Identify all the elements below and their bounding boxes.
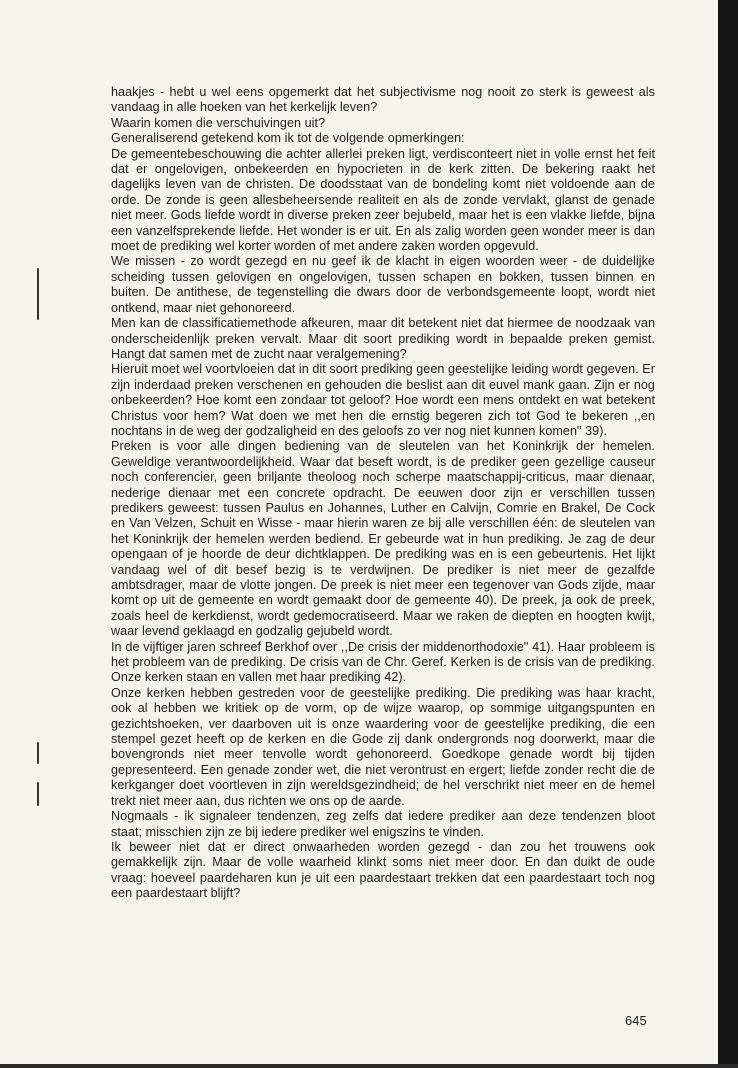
paragraph: Hieruit moet wel voortvloeien dat in dit soort prediking geen geestelijke leiding wordt gegeven. Er zijn inderdaad preken verschenen en gehouden die beslist aan dit euvel mank gaan. Zijn er nog onbekeerden? Hoe komt een zondaar tot geloof? Hoe wordt een mens ontdekt en wat betekent Christus voor hem? Wat doen we met hen die ernstig begeren zich tot God te bekeren ,,en nochtans in de weg der godzaligheid en des geloofs zo ver nog niet kunnen komen" 39). bbox=[111, 362, 655, 438]
paragraph: Waarin komen die verschuivingen uit? bbox=[111, 115, 326, 130]
scan-edge-bottom bbox=[0, 1064, 738, 1068]
paragraph: Men kan de classificatiemethode afkeuren, maar dit betekent niet dat hiermee de noodzaak van onderscheidenlijk preken vervalt. Maar dit soort prediking wordt in bepaalde preken gemist. Hangt dat samen met de zucht naar veralgemening? bbox=[111, 316, 655, 361]
margin-mark bbox=[37, 268, 39, 320]
paragraph: Nogmaals - ik signaleer tendenzen, zeg zelfs dat iedere prediker aan deze tendenzen bloot staat; misschien zijn ze bij iedere prediker wel enigszins te vinden. bbox=[111, 809, 655, 839]
paragraph: Ik beweer niet dat er direct onwaarheden worden gezegd - dan zou het trouwens ook gemakkelijk zijn. Maar de volle waarheid klinkt soms niet meer door. En dan duikt de oude vraag: hoeveel paardeharen kun je uit een paardestaart trekken dat een paardestaart toch nog een paardestaart blijft? bbox=[111, 839, 655, 901]
margin-mark bbox=[37, 742, 39, 764]
margin-mark bbox=[37, 782, 39, 806]
paragraph: Onze kerken hebben gestreden voor de geestelijke prediking. Die prediking was haar kracht, ook al hebben we kritiek op de vorm, op de wijze waarop, op sommige uitgangspunten en gezichtshoeken, ver daarboven uit is onze waardering voor de geestelijke prediking, die een stempel gezet heeft op de kerken en die Gode zij dank ondergronds nog doorwerkt, maar die bovengronds niet meer tenvolle wordt gehonoreerd. Goedkope genade wordt bij tijden gepresenteerd. Een genade zonder wet, die niet verontrust en ergert; liefde zonder recht die de kerkganger doet voortleven in zijn wereldsgezindheid; de hel verschrikt niet meer en de hemel trekt niet meer aan, dus richten we ons op de aarde. bbox=[111, 685, 655, 808]
paragraph: De gemeentebeschouwing die achter allerlei preken ligt, verdisconteert niet in volle ernst het feit dat er ongelovigen, onbekeerden en hypocrieten in de kerk zitten. De bekering raakt het dagelijks leven van de christen. De doodsstaat van de bondeling komt niet voldoende aan de orde. De zonde is geen allesbeheersende realiteit en als de zonde vervlakt, glanst de genade niet meer. Gods liefde wordt in diverse preken zeer bejubeld, maar het is een vlakke liefde, bijna een vanzelfsprekende liefde. Het wonder is er uit. En als zalig worden geen wonder meer is dan moet de prediking wel korter worden of met andere zaken worden opgevuld. bbox=[111, 146, 655, 254]
paragraph: Generaliserend getekend kom ik tot de volgende opmerkingen: bbox=[111, 131, 465, 146]
paragraph: In de vijftiger jaren schreef Berkhof over ,,De crisis der middenorthodoxie" 41). Haar probleem is het probleem van de prediking. De crisis van de Chr. Geref. Kerken is de crisis van de prediking. Onze kerken staan en vallen met haar prediking 42). bbox=[111, 639, 655, 685]
scan-edge-right bbox=[718, 0, 738, 1068]
paragraph: We missen - zo wordt gezegd en nu geef ik de klacht in eigen woorden weer - de duidelijke scheiding tussen gelovigen en ongelovigen, tussen schapen en bokken, tussen binnen en buiten. De antithese, de tegenstelling die dwars door de verbondsgemeente loopt, wordt niet ontkend, maar niet gehonoreerd. bbox=[111, 254, 655, 315]
page-number: 645 bbox=[625, 1013, 647, 1028]
paragraph: haakjes - hebt u wel eens opgemerkt dat het subjectivisme nog nooit zo sterk is geweest als vandaag in alle hoeken van het kerkelijk leven? bbox=[111, 85, 655, 115]
paragraph: Preken is voor alle dingen bediening van de sleutelen van het Koninkrijk der hemelen. Geweldige verantwoordelijkheid. Waar dat beseft wordt, is de prediker geen gezellige causeur noch conferencier, geen briljante theoloog noch scherpe maatschappij-criticus, maar dienaar, nederige dienaar met een concrete opdracht. De eeuwen door zijn er verschillen tussen predikers geweest: tussen Paulus en Johannes, Luther en Calvijn, Comrie en Brakel, De Cock en Van Velzen, Schuit en Wisse - maar hierin waren ze bij alle verschillen één: de sleutelen van het Koninkrijk der hemelen werden bediend. Er gebeurde wat in hun prediking. Je zag de deur opengaan of je hoorde de deur dichtklappen. De prediking was en is een gebeurtenis. Het lijkt vandaag wel of dit besef bezig is te verdwijnen. De prediker is niet meer de gezalfde ambtsdrager, maar de vlotte jongen. De preek is niet meer een tegenover van Gods zijde, maar komt op uit de gemeente en wordt gemaakt door de gemeente 40). De preek, ja ook de preek, zoals heel de kerkdienst, wordt gedemocratiseerd. Maar we raken de diepten en hoogten kwijt, waar levend geklaagd en godzalig gejubeld wordt. bbox=[111, 439, 655, 639]
body-text bbox=[111, 85, 655, 902]
